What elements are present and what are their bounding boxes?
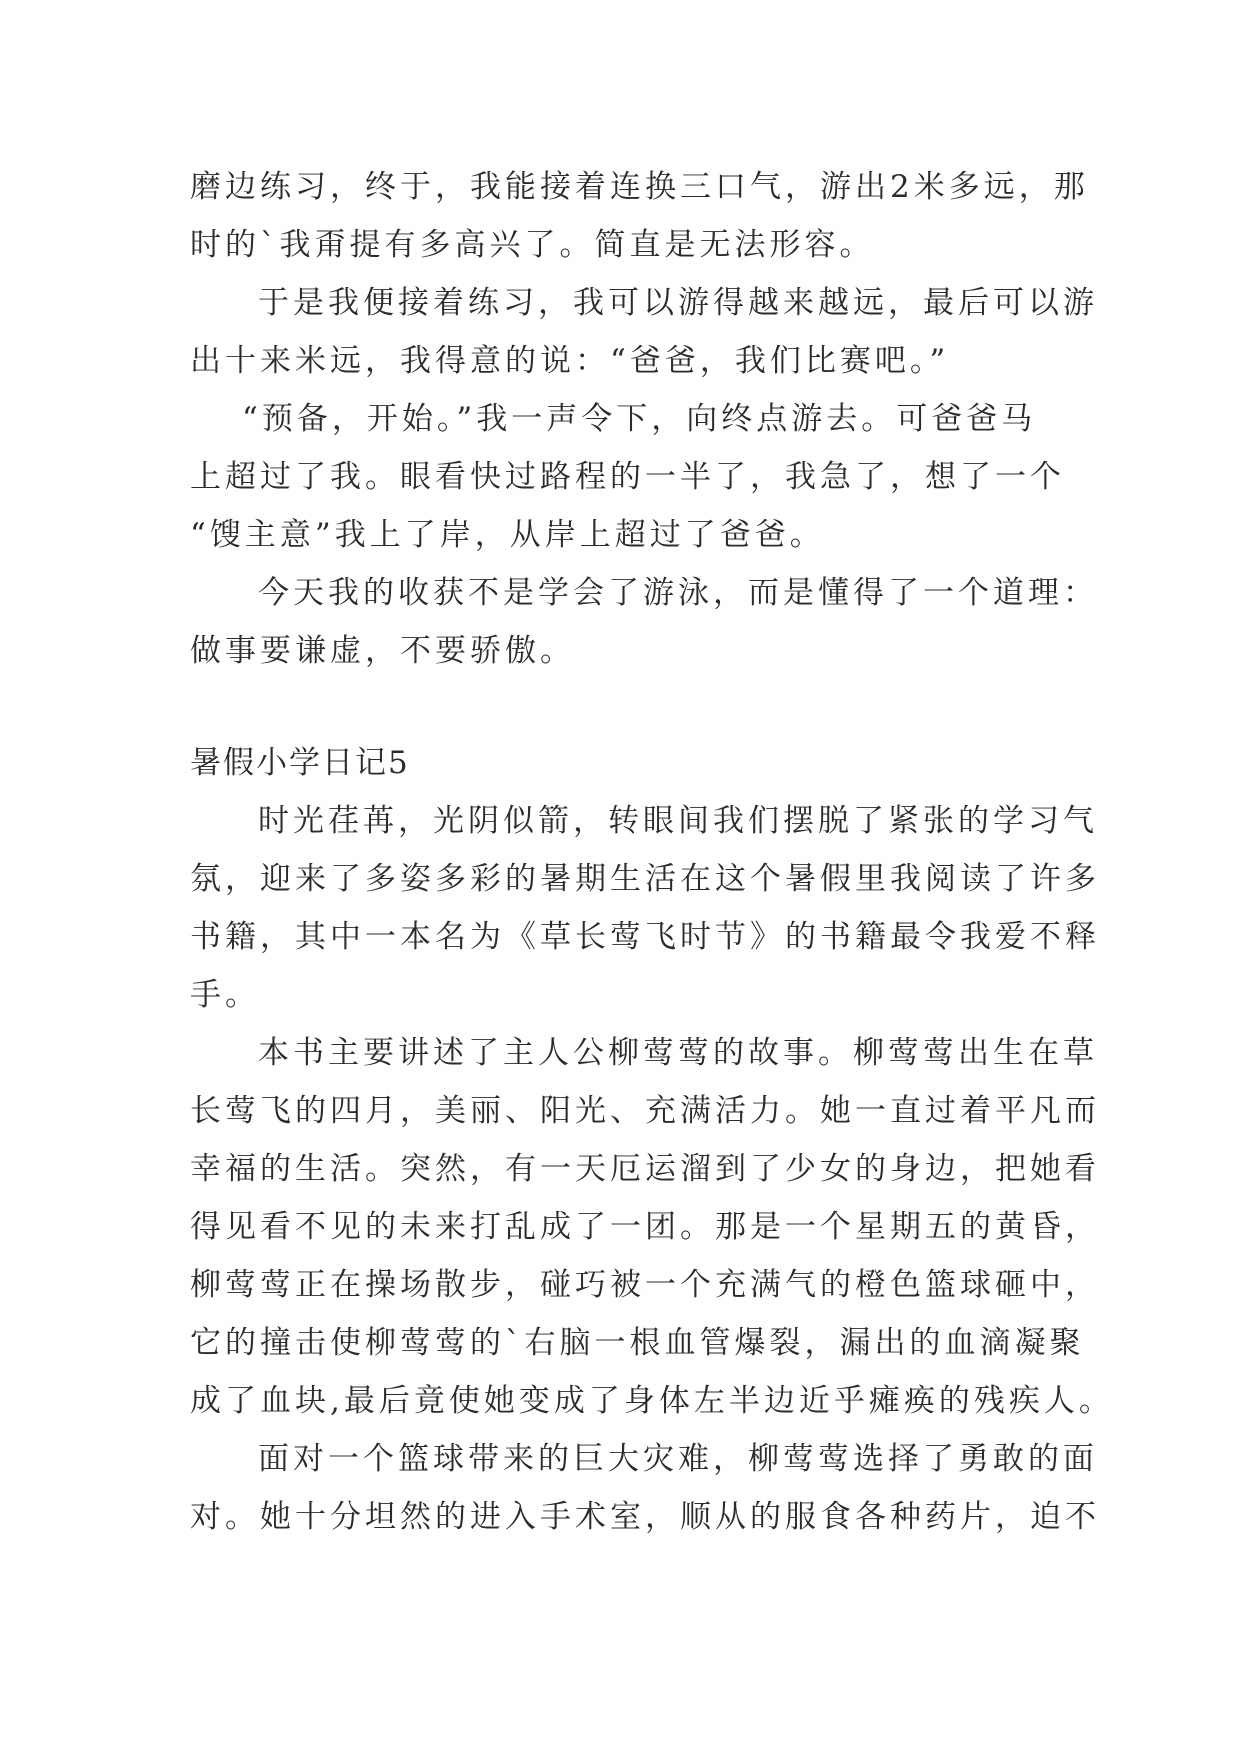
text-line: 磨边练习，终于，我能接着连换三口气，游出2米多远，那 <box>190 169 1089 205</box>
paragraph-4 <box>190 564 1098 680</box>
paragraph-3 <box>190 390 1065 564</box>
text-line: 手。 <box>190 977 260 1013</box>
text-line: 长莺飞的四月，美丽、阳光、充满活力。她一直过着平凡而 <box>190 1093 1100 1129</box>
text-line: “馊主意”我上了岸，从岸上超过了爸爸。 <box>190 517 825 553</box>
paragraph-7 <box>190 1430 1100 1546</box>
text-line: 对。她十分坦然的进入手术室，顺从的服食各种药片，迫不 <box>190 1499 1100 1535</box>
text-line: 书籍，其中一本名为《草长莺飞时节》的书籍最令我爱不释 <box>190 919 1100 955</box>
document-body <box>190 158 1114 1546</box>
text-line: 时的`我甭提有多高兴了。简直是无法形容。 <box>190 227 875 263</box>
paragraph-1 <box>190 158 1089 274</box>
text-line: “预备，开始。”我一声令下，向终点游去。可爸爸马 <box>242 401 1037 437</box>
text-line: 它的撞击使柳莺莺的`右脑一根血管爆裂，漏出的血滴凝聚 <box>190 1325 1085 1361</box>
text-line: 本书主要讲述了主人公柳莺莺的故事。柳莺莺出生在草 <box>258 1035 1098 1071</box>
text-line: 于是我便接着练习，我可以游得越来越远，最后可以游 <box>258 285 1098 321</box>
paragraph-5 <box>190 792 1100 1024</box>
text-line: 做事要谦虚，不要骄傲。 <box>190 633 575 669</box>
text-line: 上超过了我。眼看快过路程的一半了，我急了，想了一个 <box>190 459 1065 495</box>
text-line: 时光荏苒，光阴似箭，转眼间我们摆脱了紧张的学习气 <box>258 803 1098 839</box>
section-heading: 暑假小学日记5 <box>190 745 410 781</box>
text-line: 面对一个篮球带来的巨大灾难，柳莺莺选择了勇敢的面 <box>258 1441 1098 1477</box>
text-line: 出十来米远，我得意的说：“爸爸，我们比赛吧。” <box>190 343 950 379</box>
paragraph-2 <box>190 274 1098 390</box>
paragraph-6 <box>190 1024 1114 1430</box>
text-line: 今天我的收获不是学会了游泳，而是懂得了一个道理： <box>258 575 1098 611</box>
text-line: 氛，迎来了多姿多彩的暑期生活在这个暑假里我阅读了许多 <box>190 861 1100 897</box>
text-line: 柳莺莺正在操场散步，碰巧被一个充满气的橙色篮球砸中， <box>190 1267 1100 1303</box>
text-line: 得见看不见的未来打乱成了一团。那是一个星期五的黄昏， <box>190 1209 1100 1245</box>
text-line: 成了血块,最后竟使她变成了身体左半边近乎瘫痪的残疾人。 <box>190 1383 1114 1419</box>
text-line: 幸福的生活。突然，有一天厄运溜到了少女的身边，把她看 <box>190 1151 1100 1187</box>
